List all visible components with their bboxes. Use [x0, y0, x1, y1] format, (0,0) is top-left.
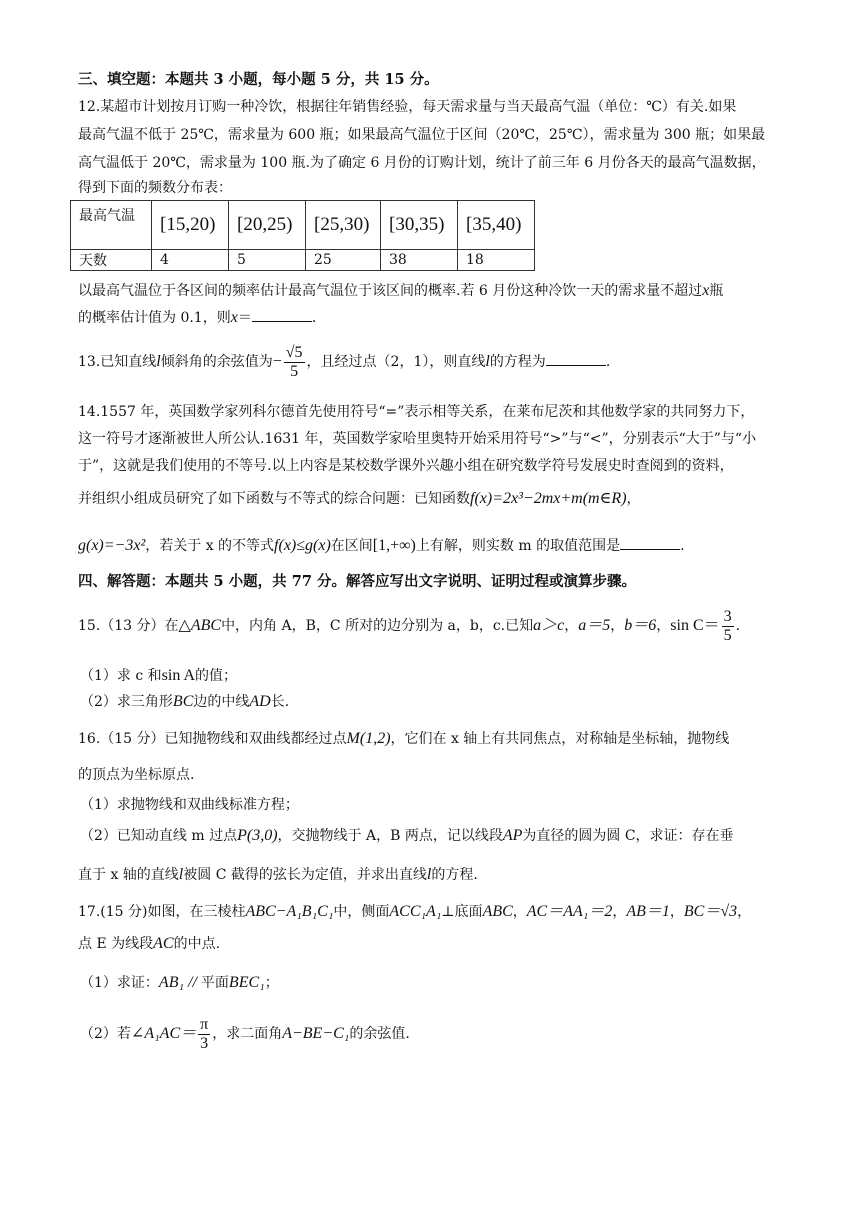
fraction-denominator: 3: [200, 1034, 209, 1052]
q12-text: 的概率估计值为 0.1，则: [78, 310, 231, 326]
q14-text: ，: [626, 491, 641, 507]
q14-text: 上有解，则实数 m 的取值范围是: [415, 538, 621, 554]
q14-line1: 14.1557 年，英国数学家列科尔德首先使用符号“=”表示相等关系，在莱布尼茨和其他数学家的共同努力下，: [78, 404, 755, 420]
fraction-denominator: 5: [290, 362, 299, 380]
math-function: f(x)=2x³−2mx+m(m∈R): [470, 490, 627, 507]
q16-part1: （1）求抛物线和双曲线标准方程；: [80, 797, 299, 813]
q14-line3: 于”，这就是我们使用的不等号.以上内容是某校数学课外兴趣小组在研究数学符号发展史时查阅到的资料，: [78, 458, 734, 474]
q15-text: 长.: [270, 694, 290, 710]
q15-text: （2）求三角形: [80, 694, 173, 710]
answer-blank[interactable]: [620, 535, 680, 550]
q17-text: ，: [669, 904, 684, 920]
table-cell: 38: [381, 250, 458, 271]
math-condition: b＝6: [624, 617, 657, 634]
math-var: l: [156, 353, 161, 370]
q15-text: ，: [564, 618, 579, 634]
q12-line6: [78, 307, 316, 328]
q16-text: 16.（15 分）已知抛物线和双曲线都经过点: [78, 731, 347, 747]
math-triangle: △ABC: [178, 617, 222, 634]
q17-text: 17.(15 分)如图，在三棱柱: [78, 904, 246, 920]
q17-text: ，: [512, 904, 527, 920]
math-expr: AB₁ //: [158, 974, 201, 991]
q12-line3: 高气温低于 20℃，需求量为 100 瓶.为了确定 6 月份的订购计划，统计了前三年 6 月份各天的最高气温数据，: [78, 155, 766, 171]
q16-line2: 的顶点为坐标原点.: [78, 767, 195, 783]
math-expr: ABC−A₁B₁C₁: [245, 903, 334, 920]
table-cell: 25: [306, 250, 381, 271]
q15-part2: [80, 692, 289, 712]
math-var: x: [230, 309, 238, 326]
q12-line5: [78, 281, 723, 301]
q17-line2: [78, 934, 220, 954]
fraction-numerator: π: [200, 1015, 209, 1033]
q17-text: ，: [737, 904, 752, 920]
q13-text: 13.已知直线: [78, 354, 157, 370]
answer-blank[interactable]: [252, 307, 312, 322]
table-cell: [25,30): [306, 201, 381, 250]
frequency-table: [70, 200, 535, 271]
math-expr: ACC₁A₁: [389, 903, 442, 920]
q14-text: 在区间: [330, 538, 373, 554]
math-var: AD: [249, 693, 271, 710]
math-expr: BEC₁: [228, 974, 265, 991]
q17-text: ，求二面角: [212, 1026, 283, 1042]
fraction: [722, 608, 734, 645]
math-expr: ABC: [482, 903, 513, 920]
math-var: l: [485, 353, 490, 370]
table-cell: 4: [152, 250, 229, 271]
q15-text: .: [735, 618, 741, 634]
q16-text: ，交抛物线于 A，B 两点，记以线段: [277, 828, 503, 844]
q17-text: ⊥底面: [441, 904, 483, 920]
q12-line4: 得到下面的频数分布表：: [78, 180, 232, 196]
q12-text: 以最高气温位于各区间的频率估计最高气温位于该区间的概率.若 6 月份这种冷饮一天的需求量不超过: [78, 283, 703, 299]
fraction: [198, 1016, 210, 1053]
math-var: x: [702, 282, 710, 299]
q15-part1: [80, 666, 237, 686]
q12-line1: 12.某超市计划按月订购一种冷饮，根据往年销售经验，每天需求量与当天最高气温（单位：℃）有关.如果: [78, 99, 737, 115]
math-interval: [1,+∞): [372, 537, 416, 554]
q16-line5: [78, 865, 478, 885]
table-cell: [20,25): [229, 201, 306, 250]
table-cell: [15,20): [152, 201, 229, 250]
q16-line1: [78, 729, 729, 749]
q14-text: 并组织小组成员研究了如下函数与不等式的综合问题：已知函数: [78, 491, 470, 507]
q17-part2: [80, 1014, 410, 1054]
table-row: [71, 250, 535, 271]
q13-line: [78, 342, 610, 382]
q14-line5: [78, 535, 685, 556]
math-expr: AB＝1: [626, 903, 670, 920]
q15-text: 边的中线: [193, 694, 250, 710]
math-var: l: [426, 866, 432, 883]
q15-line1: [78, 606, 740, 646]
q16-text: （2）已知动直线 m 过点: [80, 828, 238, 844]
q14-text: .: [680, 538, 685, 554]
table-cell: 18: [458, 250, 535, 271]
q13-text: .: [605, 354, 611, 370]
q17-text: 平面: [200, 975, 229, 991]
q15-text: ，: [610, 618, 625, 634]
table-cell: 5: [229, 250, 306, 271]
fraction-denominator: 5: [723, 626, 732, 644]
table-row-label: 最高气温: [71, 201, 152, 250]
q17-text: （1）求证：: [80, 975, 159, 991]
q17-text: ，: [612, 904, 627, 920]
math-point: P(3,0): [237, 827, 278, 844]
fraction-numerator: √5: [285, 343, 303, 361]
q12-text: .: [311, 310, 317, 326]
section3-title: 三、填空题：本题共 3 小题，每小题 5 分，共 15 分。: [78, 71, 439, 88]
math-expr: A−BE−C₁: [282, 1025, 350, 1042]
math-expr: ∠A₁AC＝: [130, 1025, 197, 1042]
table-row-label: 天数: [71, 250, 152, 271]
math-minus: −: [272, 353, 282, 370]
q17-text: ；: [264, 975, 279, 991]
q14-line4: [78, 489, 641, 509]
fraction-numerator: 3: [723, 607, 732, 625]
table-cell: [35,40): [458, 201, 535, 250]
q13-text: 的方程为: [489, 354, 546, 370]
table-row: [71, 201, 535, 250]
q14-line2: 这一符号才逐渐被世人所公认.1631 年，英国数学家哈里奥特开始采用符号“>”与“<”，分别表示“大于”与“小: [78, 431, 757, 447]
math-expr: BC＝√3: [683, 903, 738, 920]
q15-text: 中，内角 A，B，C 所对的边分别为 a，b，c.已知: [221, 618, 534, 634]
table-cell: [30,35): [381, 201, 458, 250]
q17-text: 中，侧面: [333, 904, 390, 920]
q14-text: ，若关于 x 的不等式: [145, 538, 275, 554]
q17-text: 的余弦值.: [349, 1026, 410, 1042]
q13-text: 倾斜角的余弦值为: [160, 354, 273, 370]
math-var: AP: [502, 827, 523, 844]
q16-text: ，它们在 x 轴上有共同焦点，对称轴是坐标轴，抛物线: [390, 731, 730, 747]
q16-text: 的方程.: [431, 867, 478, 883]
math-condition: sin C＝: [670, 617, 720, 634]
math-var: BC: [172, 693, 194, 710]
q15-text: ，: [656, 618, 671, 634]
math-point: M(1,2): [346, 730, 391, 747]
math-var: l: [178, 866, 184, 883]
q17-text: 的中点.: [173, 936, 221, 952]
q15-text: （1）求 c 和: [80, 668, 162, 684]
math-condition: a＝5: [578, 617, 611, 634]
q15-text: 的值；: [195, 668, 237, 684]
q17-part1: [80, 973, 279, 993]
q16-text: 被圆 C 截得的弦长为定值，并求出直线: [183, 867, 427, 883]
section4-title: 四、解答题：本题共 5 小题，共 77 分。解答应写出文字说明、证明过程或演算步骤。: [78, 573, 636, 590]
q17-line1: [78, 902, 751, 922]
q17-text: 点 E 为线段: [78, 936, 154, 952]
math-eq: ＝: [237, 310, 252, 326]
q16-text: 为直径的圆为圆 C，求证：存在垂: [522, 828, 734, 844]
math-inequality: f(x)≤g(x): [274, 537, 331, 554]
math-expr: AC＝AA₁＝2: [526, 903, 613, 920]
math-condition: a＞c: [533, 617, 565, 634]
math-expr: sin A: [161, 667, 195, 684]
q16-text: 直于 x 轴的直线: [78, 867, 179, 883]
q12-line2: 最高气温不低于 25℃，需求量为 600 瓶；如果最高气温位于区间（20℃，25℃），需求量为 300 瓶；如果最: [78, 127, 766, 143]
q17-text: （2）若: [80, 1026, 131, 1042]
q16-part2: [80, 826, 734, 846]
q12-text: 瓶: [709, 283, 724, 299]
q15-text: 15.（13 分）在: [78, 618, 179, 634]
math-function: g(x)=−3x²: [78, 537, 146, 554]
math-var: AC: [153, 935, 174, 952]
answer-blank[interactable]: [546, 351, 606, 366]
fraction: [284, 344, 305, 381]
q13-text: ，且经过点（2，1），则直线: [306, 354, 486, 370]
